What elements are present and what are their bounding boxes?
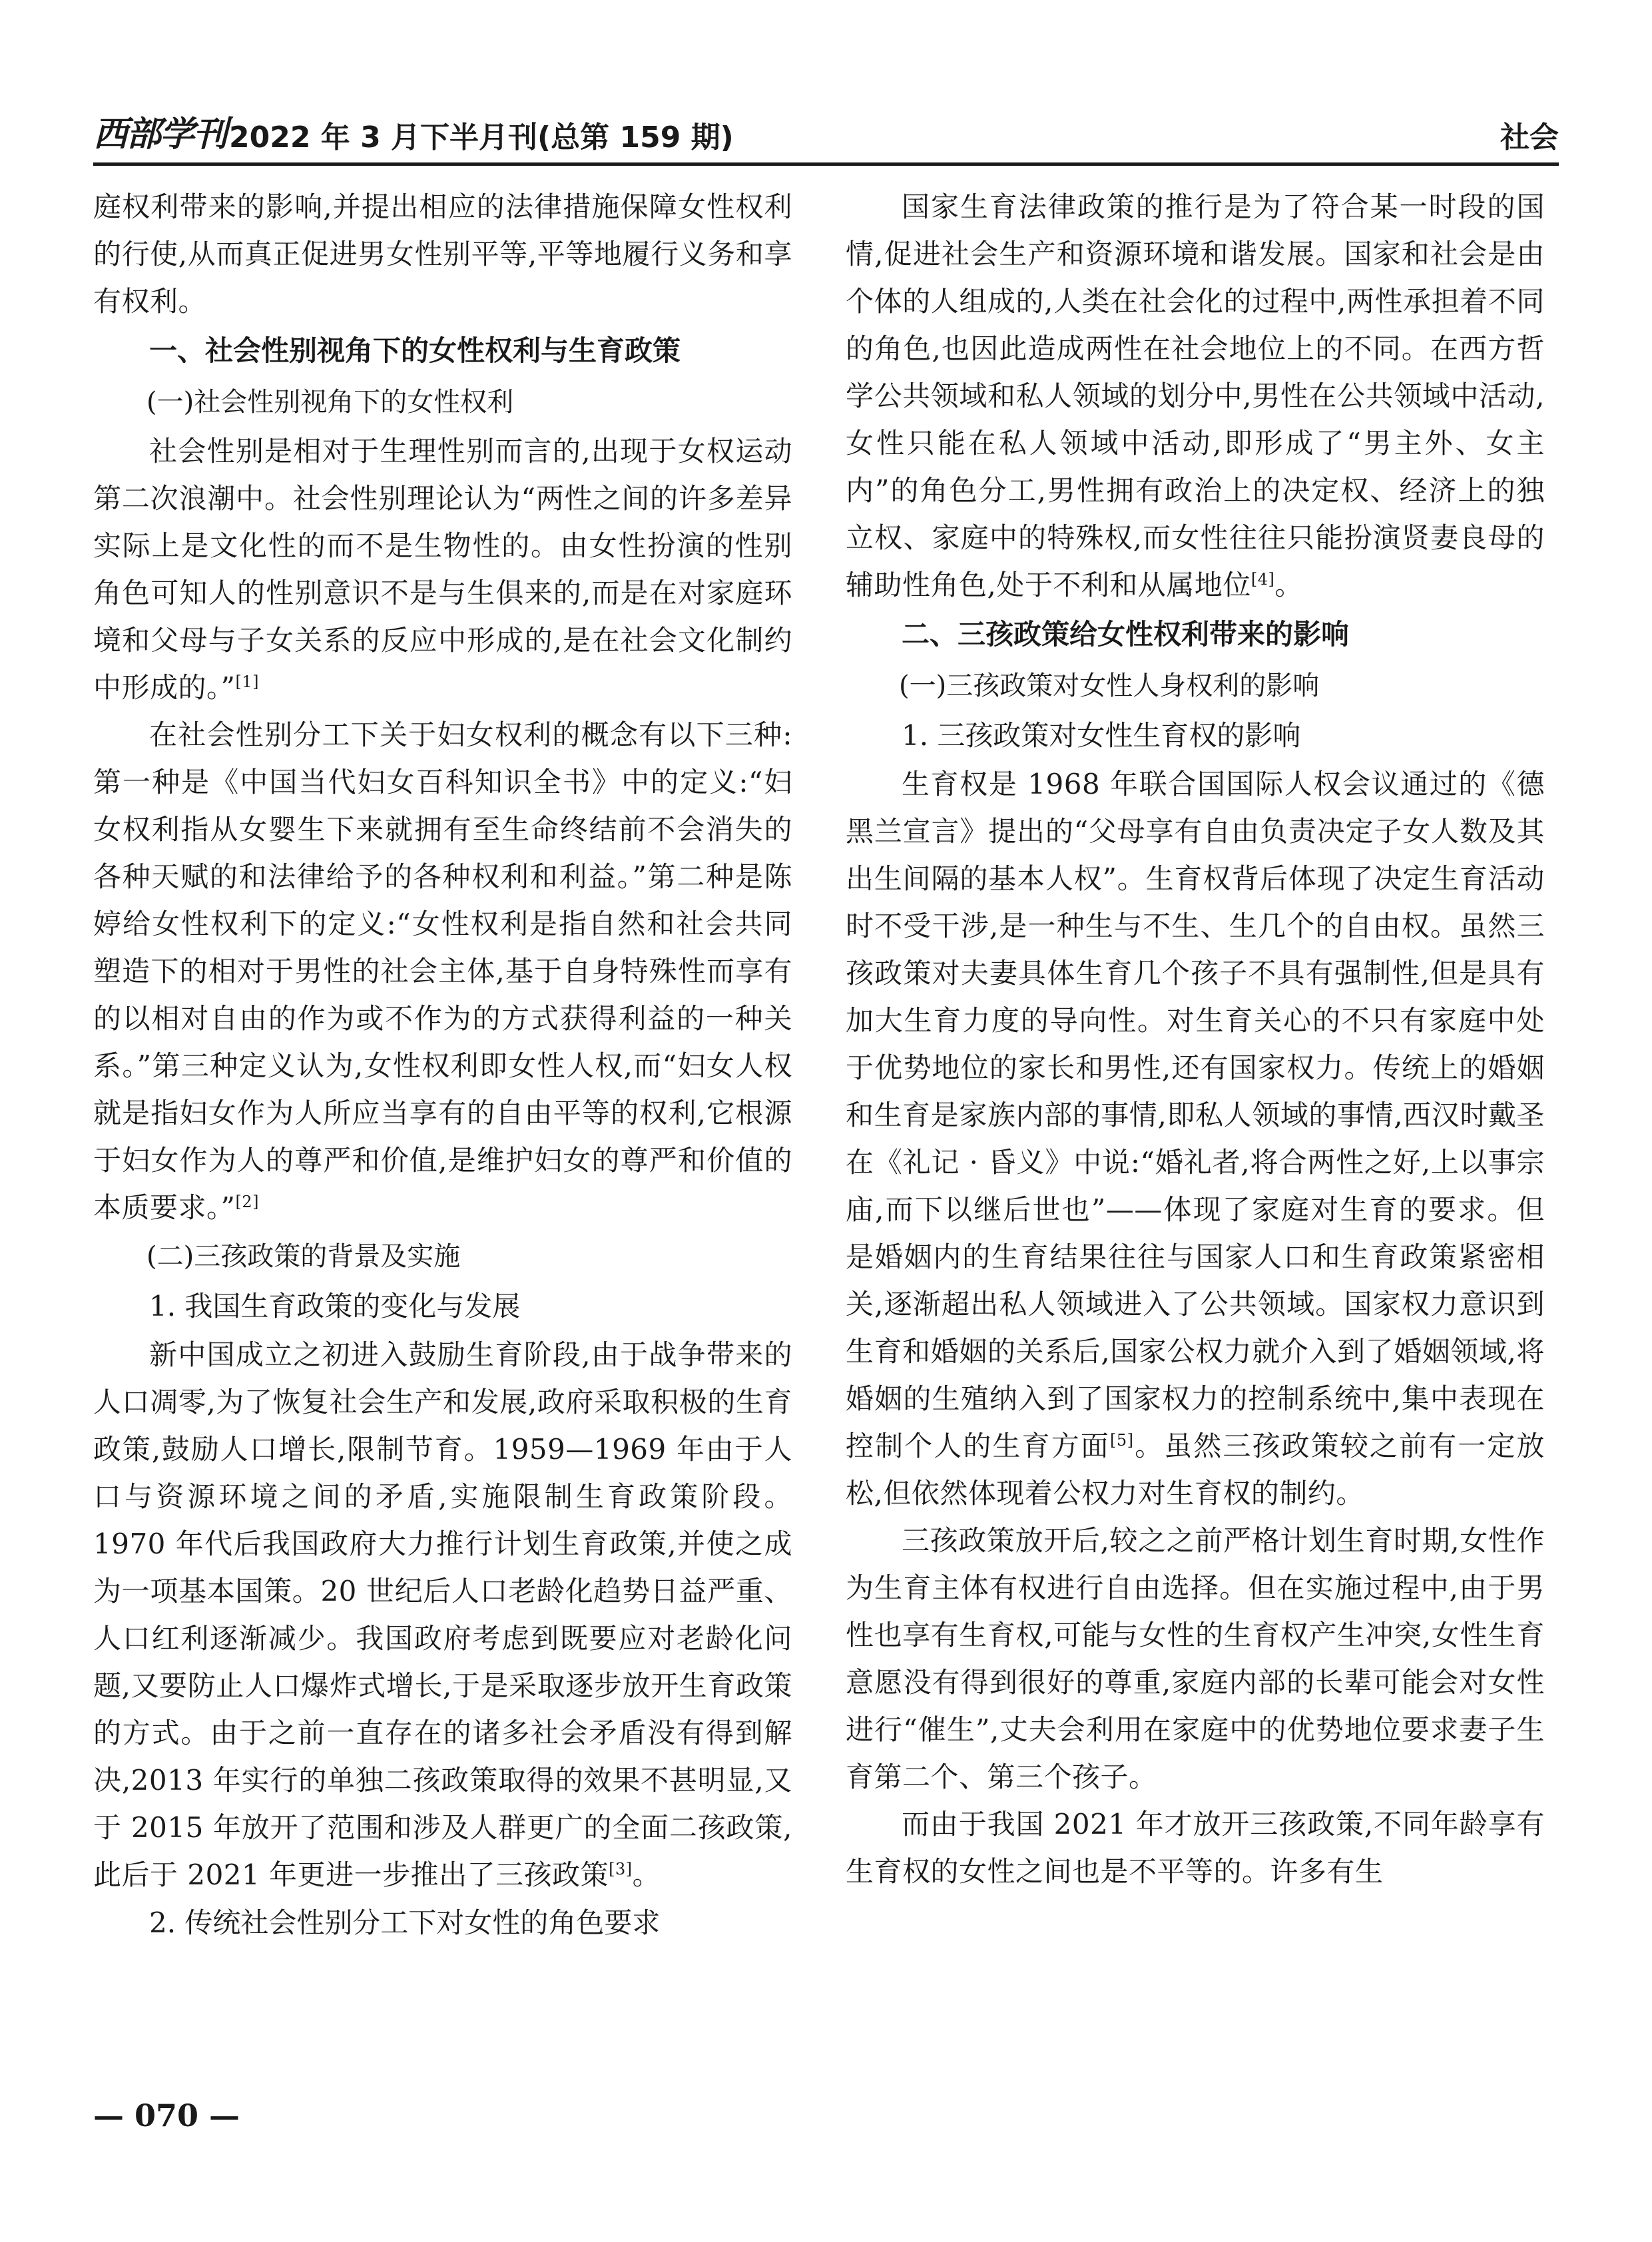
header-left (93, 106, 734, 156)
running-header (93, 113, 1559, 166)
citation: [1] (235, 673, 259, 691)
subsection-heading: (一)三孩政策对女性人身权利的影响 (899, 671, 1320, 701)
numbered-heading: 1. 我国生育政策的变化与发展 (149, 1290, 521, 1322)
paragraph: 生育权是 1968 年联合国国际人权会议通过的《德黑兰宣言》提出的“父母享有自由负责决定子女人数及其出生间隔的基本人权”。生育权背后体现了决定生育活动时不受干涉,是一种生与不生、生几个的自由权。虽然三孩政策对夫妻具体生育几个孩子不具有强制性,但是具有加大生育力度的导向性。对生育关心的不只有家庭中处于优势地位的家长和男性,还有国家权力。传统上的婚姻和生育是家族内部的事情,即私人领域的事情,西汉时戴圣在《礼记 · 昏义》中说:“婚礼者,将合两性之好,上以事宗庙,而下以继后世也”——体现了家庭对生育的要求。但是婚姻内的生育结果往往与国家人口和生育政策紧密相关,逐渐超出私人领域进入了公共领域。国家权力意识到生育和婚姻的关系后,国家公权力就介入到了婚姻领域,将婚姻的生殖纳入到了国家权力的控制系统中,集中表现在控制个人的生育方面[5]。虽然三孩政策较之前有一定放松,但依然体现着公权力对生育权的制约。 (846, 768, 1545, 1510)
page-number: — 070 — (93, 2098, 240, 2133)
subsection-heading: (一)社会性别视角下的女性权利 (146, 387, 514, 418)
paragraph: 在社会性别分工下关于妇女权利的概念有以下三种:第一种是《中国当代妇女百科知识全书》中的定义:“妇女权利指从女婴生下来就拥有至生命终结前不会消失的各种天赋的和法律给予的各种权利和利益。”第二种是陈婷给女性权利下的定义:“女性权利是指自然和社会共同塑造下的相对于男性的社会主体,基于自身特殊性而享有的以相对自由的作为或不作为的方式获得利益的一种关系。”第三种定义认为,女性权利即女性人权,而“妇女人权就是指妇女作为人所应当享有的自由平等的权利,它根源于妇女作为人的尊严和价值,是维护妇女的尊严和价值的本质要求。”[2] (93, 718, 792, 1224)
journal-logo: 西部学刊 (93, 114, 227, 154)
citation: [3] (609, 1860, 633, 1878)
paragraph: 国家生育法律政策的推行是为了符合某一时段的国情,促进社会生产和资源环境和谐发展。国家和社会是由个体的人组成的,人类在社会化的过程中,两性承担着不同的角色,也因此造成两性在社会地位上的不同。在西方哲学公共领域和私人领域的划分中,男性在公共领域中活动,女性只能在私人领域中活动,即形成了“男主外、女主内”的角色分工,男性拥有政治上的决定权、经济上的独立权、家庭中的特殊权,而女性往往只能扮演贤妻良母的辅助性角色,处于不利和从属地位[4]。 (846, 190, 1545, 601)
section-heading: 一、社会性别视角下的女性权利与生育政策 (149, 334, 681, 367)
paragraph: 庭权利带来的影响,并提出相应的法律措施保障女性权利的行使,从而真正促进男女性别平等,平等地履行义务和享有权利。 (93, 190, 792, 318)
paragraph: 社会性别是相对于生理性别而言的,出现于女权运动第二次浪潮中。社会性别理论认为“两性之间的许多差异实际上是文化性的而不是生物性的。由女性扮演的性别角色可知人的性别意识不是与生俱来的,而是在对家庭环境和父母与子女关系的反应中形成的,是在社会文化制约中形成的。”[1] (93, 435, 792, 704)
issue-info: 2022 年 3 月下半月刊(总第 159 期) (229, 121, 734, 154)
section-name: 社会 (1500, 121, 1559, 154)
article-body (93, 183, 1559, 2088)
citation: [5] (1109, 1431, 1134, 1450)
section-heading: 二、三孩政策给女性权利带来的影响 (902, 618, 1350, 651)
paragraph: 而由于我国 2021 年才放开三孩政策,不同年龄享有生育权的女性之间也是不平等的。许多有生 (846, 1808, 1545, 1888)
subsection-heading: (二)三孩政策的背景及实施 (146, 1241, 461, 1272)
citation: [2] (235, 1193, 259, 1211)
numbered-heading: 2. 传统社会性别分工下对女性的角色要求 (149, 1906, 661, 1939)
numbered-heading: 1. 三孩政策对女性生育权的影响 (902, 719, 1301, 752)
left-column (93, 183, 792, 1948)
paragraph: 新中国成立之初进入鼓励生育阶段,由于战争带来的人口凋零,为了恢复社会生产和发展,政府采取积极的生育政策,鼓励人口增长,限制节育。1959—1969 年由于人口与资源环境之间的矛盾,实施限制生育政策阶段。1970 年代后我国政府大力推行计划生育政策,并使之成为一项基本国策。20 世纪后人口老龄化趋势日益严重、人口红利逐渐减少。我国政府考虑到既要应对老龄化问题,又要防止人口爆炸式增长,于是采取逐步放开生育政策的方式。由于之前一直存在的诸多社会矛盾没有得到解决,2013 年实行的单独二孩政策取得的效果不甚明显,又于 2015 年放开了范围和涉及人群更广的全面二孩政策,此后于 2021 年更进一步推出了三孩政策[3]。 (93, 1338, 792, 1891)
right-column (846, 183, 1545, 1895)
citation: [4] (1250, 570, 1275, 589)
paragraph: 三孩政策放开后,较之之前严格计划生育时期,女性作为生育主体有权进行自由选择。但在实施过程中,由于男性也享有生育权,可能与女性的生育权产生冲突,女性生育意愿没有得到很好的尊重,家庭内部的长辈可能会对女性进行“催生”,丈夫会利用在家庭中的优势地位要求妻子生育第二个、第三个孩子。 (846, 1524, 1545, 1793)
